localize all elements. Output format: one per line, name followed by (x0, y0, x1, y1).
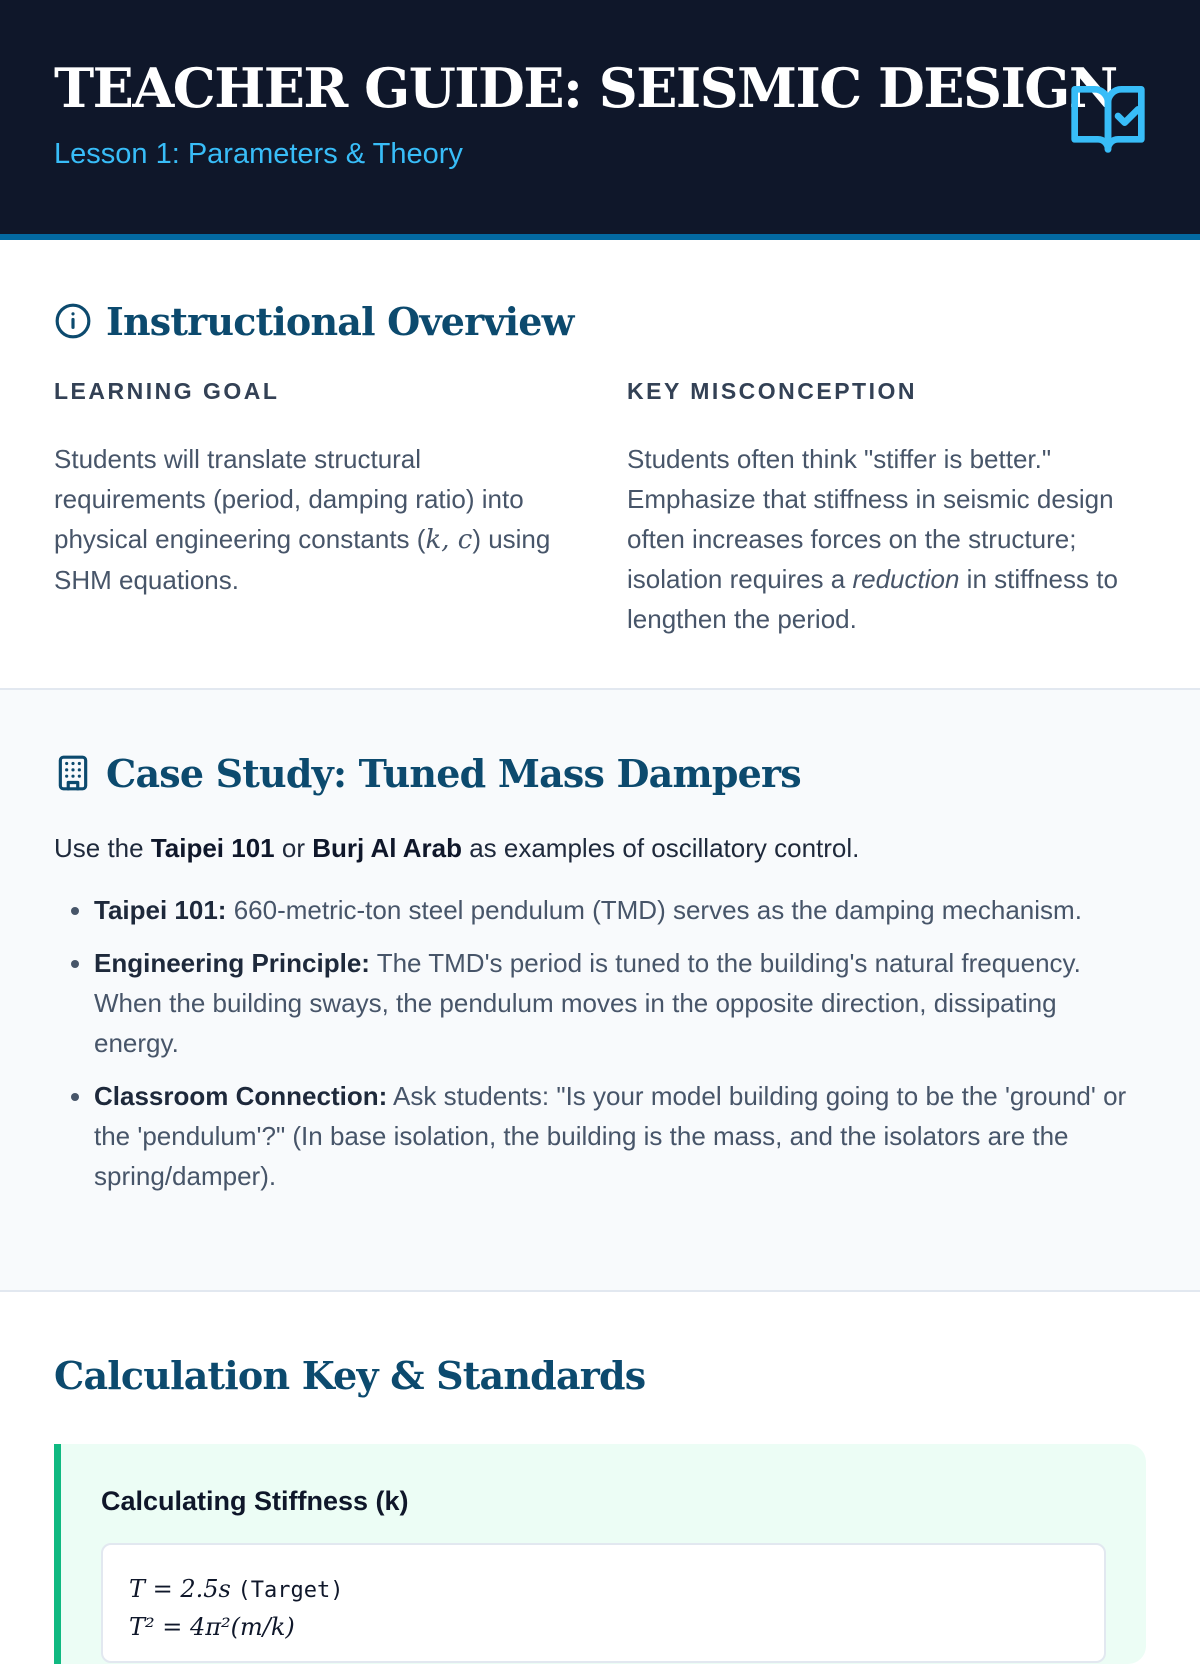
stiffness-card-title: Calculating Stiffness (k) (101, 1486, 409, 1516)
building-icon (54, 754, 92, 792)
page-title: TEACHER GUIDE: SEISMIC DESIGN (54, 56, 1117, 120)
calculation-heading (54, 1350, 1146, 1400)
case-study-section (0, 690, 1200, 1292)
formula-line-1: T = 2.5s (Target) (129, 1575, 344, 1603)
case-study-list (54, 890, 1146, 1196)
case-study-intro: Use the Taipei 101 or Burj Al Arab as examples of oscillatory control. (54, 833, 860, 863)
lesson-subtitle: Lesson 1: Parameters & Theory (54, 138, 463, 170)
learning-goal-label: LEARNING GOAL (54, 378, 280, 404)
overview-title: Instructional Overview (106, 298, 574, 344)
case-study-title: Case Study: Tuned Mass Dampers (106, 750, 801, 796)
book-check-icon (1068, 76, 1148, 156)
list-item: • Classroom Connection: Ask students: "Is your model building going to be the 'ground' or the 'pendulum'?" (In base isolation, the building is the mass, and the isolators are the spring/damper). (94, 1076, 1146, 1196)
formula-box (101, 1543, 1106, 1663)
stiffness-card (54, 1444, 1146, 1664)
page-header (0, 0, 1200, 240)
calculation-title: Calculation Key & Standards (54, 1352, 646, 1398)
info-icon (54, 302, 92, 340)
reduction-emphasis: reduction (852, 564, 960, 594)
case-study-heading (54, 748, 1146, 798)
instructional-overview-section (0, 240, 1200, 690)
list-item: • Engineering Principle: The TMD's period is tuned to the building's natural frequency. When the building sways, the pendulum moves in the opposite direction, dissipating energy. (94, 943, 1146, 1063)
list-item: • Taipei 101: 660-metric-ton steel pendulum (TMD) serves as the damping mechanism. (94, 890, 1146, 930)
misconception-text: Students often think "stiffer is better." Emphasize that stiffness in seismic design often increases forces on the structure; isolation requires a reduction in stiffness to lengthen the period. (627, 444, 1118, 634)
formula-line-2: T² = 4π²(m/k) (129, 1613, 295, 1641)
learning-goal-text: Students will translate structural requirements (period, damping ratio) into physical engineering constants (k, c) using SHM equations. (54, 444, 551, 595)
learning-goal-column (54, 378, 573, 639)
misconception-label: KEY MISCONCEPTION (627, 378, 917, 404)
misconception-column (627, 378, 1146, 639)
calculation-section (0, 1292, 1200, 1664)
overview-heading (54, 296, 1146, 346)
constants-math: k, c (425, 525, 473, 555)
